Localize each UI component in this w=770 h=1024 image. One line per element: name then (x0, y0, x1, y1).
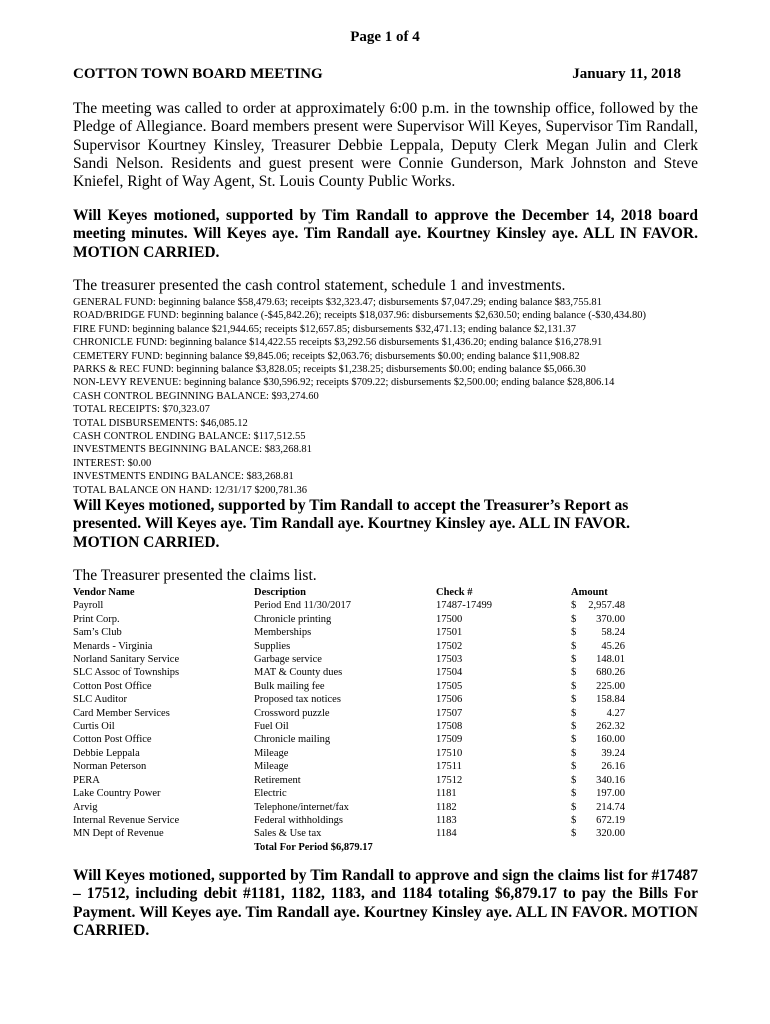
financial-line: CASH CONTROL ENDING BALANCE: $117,512.55 (73, 431, 306, 443)
check-cell: 1182 (436, 801, 457, 813)
table-row (73, 733, 625, 746)
table-row (73, 827, 625, 840)
description-cell: Electric (254, 788, 287, 800)
description-cell: Crossword puzzle (254, 707, 330, 719)
check-cell: 17511 (436, 761, 462, 773)
header-description: Description (254, 587, 306, 598)
amount-cell: 340.16 (596, 774, 625, 786)
financial-line: TOTAL RECEIPTS: $70,323.07 (73, 404, 210, 416)
description-cell: Federal withholdings (254, 814, 343, 826)
vendor-cell: Print Corp. (73, 613, 120, 625)
vendor-cell: Card Member Services (73, 707, 170, 719)
dollar-sign-cell: $ (571, 613, 577, 625)
amount-cell: 26.16 (601, 761, 625, 773)
table-row (73, 599, 625, 612)
financial-statement (73, 296, 646, 497)
vendor-cell: Cotton Post Office (73, 734, 152, 746)
amount-cell: 672.19 (596, 814, 625, 826)
check-cell: 17507 (436, 707, 463, 719)
table-row (73, 774, 625, 787)
vendor-cell: SLC Assoc of Townships (73, 667, 180, 679)
check-cell: 17500 (436, 613, 463, 625)
treasurer-intro: The treasurer presented the cash control statement, schedule 1 and investments. (73, 277, 566, 294)
dollar-sign-cell: $ (571, 788, 577, 800)
vendor-cell: Sam’s Club (73, 627, 122, 639)
dollar-sign-cell: $ (571, 707, 577, 719)
dollar-sign-cell: $ (571, 694, 577, 706)
description-cell: Sales & Use tax (254, 828, 322, 840)
vendor-cell: Lake Country Power (73, 788, 161, 800)
description-cell: MAT & County dues (254, 667, 343, 679)
check-cell: 1184 (436, 828, 457, 840)
description-cell: Retirement (254, 774, 301, 786)
vendor-cell: Debbie Leppala (73, 747, 140, 759)
financial-line: ROAD/BRIDGE FUND: beginning balance (-$45,842.26); receipts $18,037.96: disbursements $2,630.50; ending balance (-$30,434.80) (73, 310, 647, 322)
amount-cell: 370.00 (596, 613, 625, 625)
description-cell: Chronicle printing (254, 613, 332, 625)
financial-line: TOTAL BALANCE ON HAND: 12/31/17 $200,781.36 (73, 484, 307, 496)
amount-cell: 262.32 (596, 721, 625, 733)
dollar-sign-cell: $ (571, 828, 577, 840)
check-cell: 17508 (436, 721, 463, 733)
amount-cell: 320.00 (596, 828, 625, 840)
blank-cell (73, 841, 254, 854)
vendor-cell: PERA (73, 774, 100, 786)
financial-line: FIRE FUND: beginning balance $21,944.65; receipts $12,657.85; disbursements $32,471.13; ending balance $2,131.37 (73, 323, 577, 335)
claims-total: Total For Period $6,879.17 (254, 841, 373, 853)
financial-line: INVESTMENTS BEGINNING BALANCE: $83,268.81 (73, 444, 312, 456)
dollar-sign-cell: $ (571, 801, 577, 813)
vendor-cell: Menards - Virginia (73, 640, 153, 652)
table-row (73, 707, 625, 720)
description-cell: Memberships (254, 627, 312, 639)
intro-paragraph: The meeting was called to order at approximately 6:00 p.m. in the township office, followed by the Pledge of Allegiance. Board members present were Supervisor Will Keyes, Supervisor Tim Randall, Supervisor Kourtney Kinsley, Treasurer Debbie Leppala, Deputy Clerk Megan Julin and Clerk Sandi Nelson. Residents and guest present were Connie Gunderson, Mark Johnston and Steve Kniefel, Right of Way Agent, St. Louis County Public Works. (73, 100, 698, 191)
description-cell: Period End 11/30/2017 (254, 600, 352, 612)
table-row (73, 680, 625, 693)
description-cell: Supplies (254, 640, 291, 652)
amount-cell: 160.00 (596, 734, 625, 746)
header-vendor: Vendor Name (73, 587, 135, 598)
check-cell: 17501 (436, 627, 463, 639)
financial-line: CASH CONTROL BEGINNING BALANCE: $93,274.60 (73, 390, 319, 402)
vendor-cell: Curtis Oil (73, 721, 115, 733)
table-row (73, 653, 625, 666)
description-cell: Fuel Oil (254, 721, 289, 733)
check-cell: 17503 (436, 654, 463, 666)
check-cell: 17504 (436, 667, 463, 679)
description-cell: Proposed tax notices (254, 694, 341, 706)
check-cell: 17512 (436, 774, 463, 786)
financial-line: CHRONICLE FUND: beginning balance $14,422.55 receipts $3,292.56 disbursements $1,436.20; ending balance $16,278.91 (73, 337, 603, 349)
meeting-date: January 11, 2018 (572, 66, 681, 82)
page-number: Page 1 of 4 (350, 29, 420, 45)
amount-cell: 4.27 (606, 707, 625, 719)
motion-treasurer-report: Will Keyes motioned, supported by Tim Randall to accept the Treasurer’s Report as presented. Will Keyes aye. Tim Randall aye. Kourtney Kinsley aye. ALL IN FAVOR. MOTION CARRIED. (73, 497, 631, 551)
table-row (73, 693, 625, 706)
dollar-sign-cell: $ (571, 814, 577, 826)
description-cell: Bulk mailing fee (254, 680, 325, 692)
meeting-title: COTTON TOWN BOARD MEETING (73, 66, 323, 82)
check-cell: 17505 (436, 680, 463, 692)
dollar-sign-cell: $ (571, 761, 577, 773)
description-cell: Mileage (254, 761, 289, 773)
dollar-sign-cell: $ (571, 721, 577, 733)
total-row (73, 841, 625, 854)
amount-cell: 225.00 (596, 680, 625, 692)
dollar-sign-cell: $ (571, 774, 577, 786)
financial-line: NON-LEVY REVENUE: beginning balance $30,596.92; receipts $709.22; disbursements $2,500.00; ending balance $28,806.14 (73, 377, 615, 389)
amount-cell: 148.01 (596, 654, 625, 666)
check-cell: 17487-17499 (436, 600, 492, 612)
amount-cell: 158.84 (596, 694, 625, 706)
check-cell: 17510 (436, 747, 463, 759)
check-cell: 17506 (436, 694, 463, 706)
motion-claims: Will Keyes motioned, supported by Tim Randall to approve and sign the claims list for #17487 – 17512, including debit #1181, 1182, 1183, and 1184 totaling $6,879.17 to pay the Bills For Payment. Will Keyes aye. Tim Randall aye. Kourtney Kinsley aye. ALL IN FAVOR. MOTION CARRIED. (73, 867, 698, 939)
table-row (73, 626, 625, 639)
vendor-cell: Cotton Post Office (73, 680, 152, 692)
amount-cell: 39.24 (601, 747, 625, 759)
table-row (73, 814, 625, 827)
financial-line: GENERAL FUND: beginning balance $58,479.63; receipts $32,323.47; disbursements $7,047.29; ending balance $83,755.81 (73, 297, 602, 308)
vendor-cell: MN Dept of Revenue (73, 828, 164, 840)
dollar-sign-cell: $ (571, 640, 577, 652)
vendor-cell: Payroll (73, 600, 104, 612)
table-row (73, 720, 625, 733)
document-header (73, 66, 681, 83)
vendor-cell: Internal Revenue Service (73, 814, 180, 826)
table-row (73, 760, 625, 773)
table-row (73, 613, 625, 626)
claims-body (73, 599, 625, 854)
financial-line: INVESTMENTS ENDING BALANCE: $83,268.81 (73, 471, 294, 483)
claims-intro: The Treasurer presented the claims list. (73, 567, 317, 584)
dollar-sign-cell: $ (571, 654, 577, 666)
amount-cell: 197.00 (596, 788, 625, 800)
table-row (73, 801, 625, 814)
vendor-cell: Norman Peterson (73, 761, 147, 773)
amount-cell: 680.26 (596, 667, 625, 679)
header-check: Check # (436, 587, 473, 598)
financial-line: CEMETERY FUND: beginning balance $9,845.06; receipts $2,063.76; disbursements $0.00; ending balance $11,908.82 (73, 350, 580, 362)
dollar-sign-cell: $ (571, 667, 577, 679)
amount-cell: 58.24 (601, 627, 625, 639)
motion-minutes: Will Keyes motioned, supported by Tim Randall to approve the December 14, 2018 board meeting minutes. Will Keyes aye. Tim Randall aye. Kourtney Kinsley aye. ALL IN FAVOR. MOTION CARRIED. (73, 207, 698, 261)
description-cell: Telephone/internet/fax (254, 801, 349, 813)
table-row (73, 747, 625, 760)
dollar-sign-cell: $ (571, 600, 577, 612)
description-cell: Chronicle mailing (254, 734, 331, 746)
check-cell: 17509 (436, 734, 463, 746)
dollar-sign-cell: $ (571, 734, 577, 746)
dollar-sign-cell: $ (571, 627, 577, 639)
claims-table (73, 586, 625, 854)
check-cell: 1183 (436, 814, 457, 826)
table-row (73, 787, 625, 800)
dollar-sign-cell: $ (571, 747, 577, 759)
amount-cell: 214.74 (596, 801, 625, 813)
table-row (73, 640, 625, 653)
check-cell: 17502 (436, 640, 463, 652)
financial-line: INTEREST: $0.00 (73, 457, 152, 469)
vendor-cell: Arvig (73, 801, 98, 813)
claims-header-row (73, 586, 625, 599)
header-amount: Amount (571, 587, 608, 598)
vendor-cell: SLC Auditor (73, 694, 127, 706)
table-row (73, 666, 625, 679)
description-cell: Mileage (254, 747, 289, 759)
description-cell: Garbage service (254, 654, 322, 666)
vendor-cell: Norland Sanitary Service (73, 654, 180, 666)
amount-cell: 2,957.48 (588, 600, 625, 612)
financial-line: PARKS & REC FUND: beginning balance $3,828.05; receipts $1,238.25; disbursements $0.00; ending balance $5,066.30 (73, 364, 586, 376)
dollar-sign-cell: $ (571, 680, 577, 692)
check-cell: 1181 (436, 788, 457, 800)
financial-line: TOTAL DISBURSEMENTS: $46,085.12 (73, 417, 248, 429)
amount-cell: 45.26 (601, 640, 625, 652)
